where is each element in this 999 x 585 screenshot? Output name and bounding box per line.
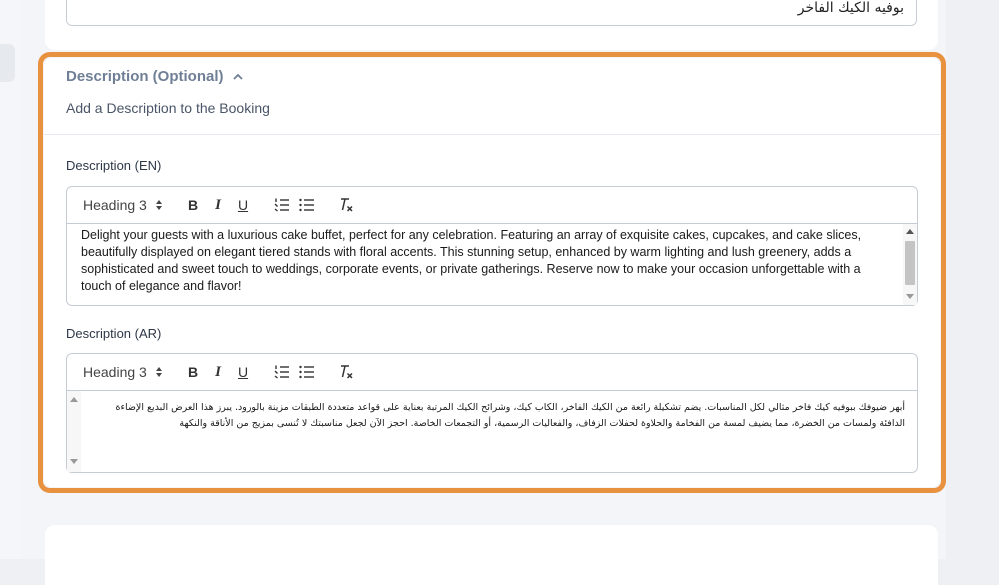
- next-card: [45, 525, 938, 585]
- ordered-list-icon: [274, 198, 290, 212]
- section-subtitle: Add a Description to the Booking: [66, 100, 270, 116]
- editor-toolbar: [67, 187, 917, 224]
- editor-toolbar: [67, 354, 917, 391]
- heading-select[interactable]: Heading 3: [83, 197, 163, 213]
- section-title: Description (Optional): [66, 68, 224, 85]
- clear-format-icon: [338, 364, 354, 380]
- chevron-up-icon: [232, 71, 244, 83]
- description-en-editor: [66, 186, 918, 306]
- description-ar-editor: [66, 353, 918, 473]
- description-ar-label: Description (AR): [66, 326, 162, 341]
- sort-arrows-icon: [155, 366, 163, 378]
- left-sidebar-tab[interactable]: [0, 44, 15, 82]
- clear-format-icon: [338, 197, 354, 213]
- section-toggle[interactable]: [66, 68, 244, 85]
- italic-button[interactable]: I: [215, 363, 221, 380]
- scroll-up-arrow[interactable]: [906, 229, 914, 234]
- description-en-label: Description (EN): [66, 158, 162, 173]
- scroll-down-arrow[interactable]: [906, 294, 914, 299]
- underline-button[interactable]: U: [237, 364, 249, 380]
- ordered-list-icon: [274, 365, 290, 379]
- description-ar-textarea[interactable]: أبهر ضيوفك ببوفيه كيك فاخر مثالي لكل المناسبات. يضم تشكيلة رائعة من الكيك الفاخر، الكاب كيك، وشرائح الكيك المرتبة بعناية على قواعد متعددة الطبقات مزينة بالورود. يبرز هذا العرض البديع الإضاءة الدافئة ولمسات من الخضرة، مما يضيف لمسة من الفخامة والحلاوة لحفلات الزفاف، والفعاليات الرسمية، أو التجمعات الخاصة. احجز الآن لجعل مناسبتك لا تُنسى بمزيج من الأناقة والنكهة: [67, 391, 917, 472]
- heading-select[interactable]: Heading 3: [83, 364, 163, 380]
- bullet-list-icon: [299, 198, 315, 212]
- scroll-thumb[interactable]: [905, 241, 915, 285]
- scrollbar[interactable]: [67, 391, 81, 472]
- bullet-list-button[interactable]: [297, 362, 317, 382]
- scroll-up-arrow[interactable]: [70, 397, 78, 402]
- description-en-textarea[interactable]: Delight your guests with a luxurious cake buffet, perfect for any celebration. Featuring an array of exquisite cakes, cupcakes, and cake slices, beautifully displayed on elegant tiered stands with floral accents. This stunning setup, enhanced by warm lighting and lush greenery, adds a sophisticated and sweet touch to weddings, corporate events, or private gatherings. Reserve now to make your occasion unforgettable with a touch of elegance and flavor!: [67, 224, 917, 305]
- clear-format-button[interactable]: [336, 362, 356, 382]
- bold-button[interactable]: B: [187, 364, 199, 380]
- ordered-list-button[interactable]: [272, 362, 292, 382]
- bullet-list-icon: [299, 365, 315, 379]
- left-strip: [0, 0, 22, 559]
- ordered-list-button[interactable]: [272, 195, 292, 215]
- divider: [44, 134, 940, 135]
- sort-arrows-icon: [155, 199, 163, 211]
- scroll-down-arrow[interactable]: [70, 459, 78, 464]
- italic-button[interactable]: I: [215, 196, 221, 213]
- underline-button[interactable]: U: [237, 197, 249, 213]
- clear-format-button[interactable]: [336, 195, 356, 215]
- bold-button[interactable]: B: [187, 197, 199, 213]
- scrollbar[interactable]: [903, 224, 917, 305]
- arabic-title-input[interactable]: بوفيه الكيك الفاخر: [66, 0, 917, 26]
- bullet-list-button[interactable]: [297, 195, 317, 215]
